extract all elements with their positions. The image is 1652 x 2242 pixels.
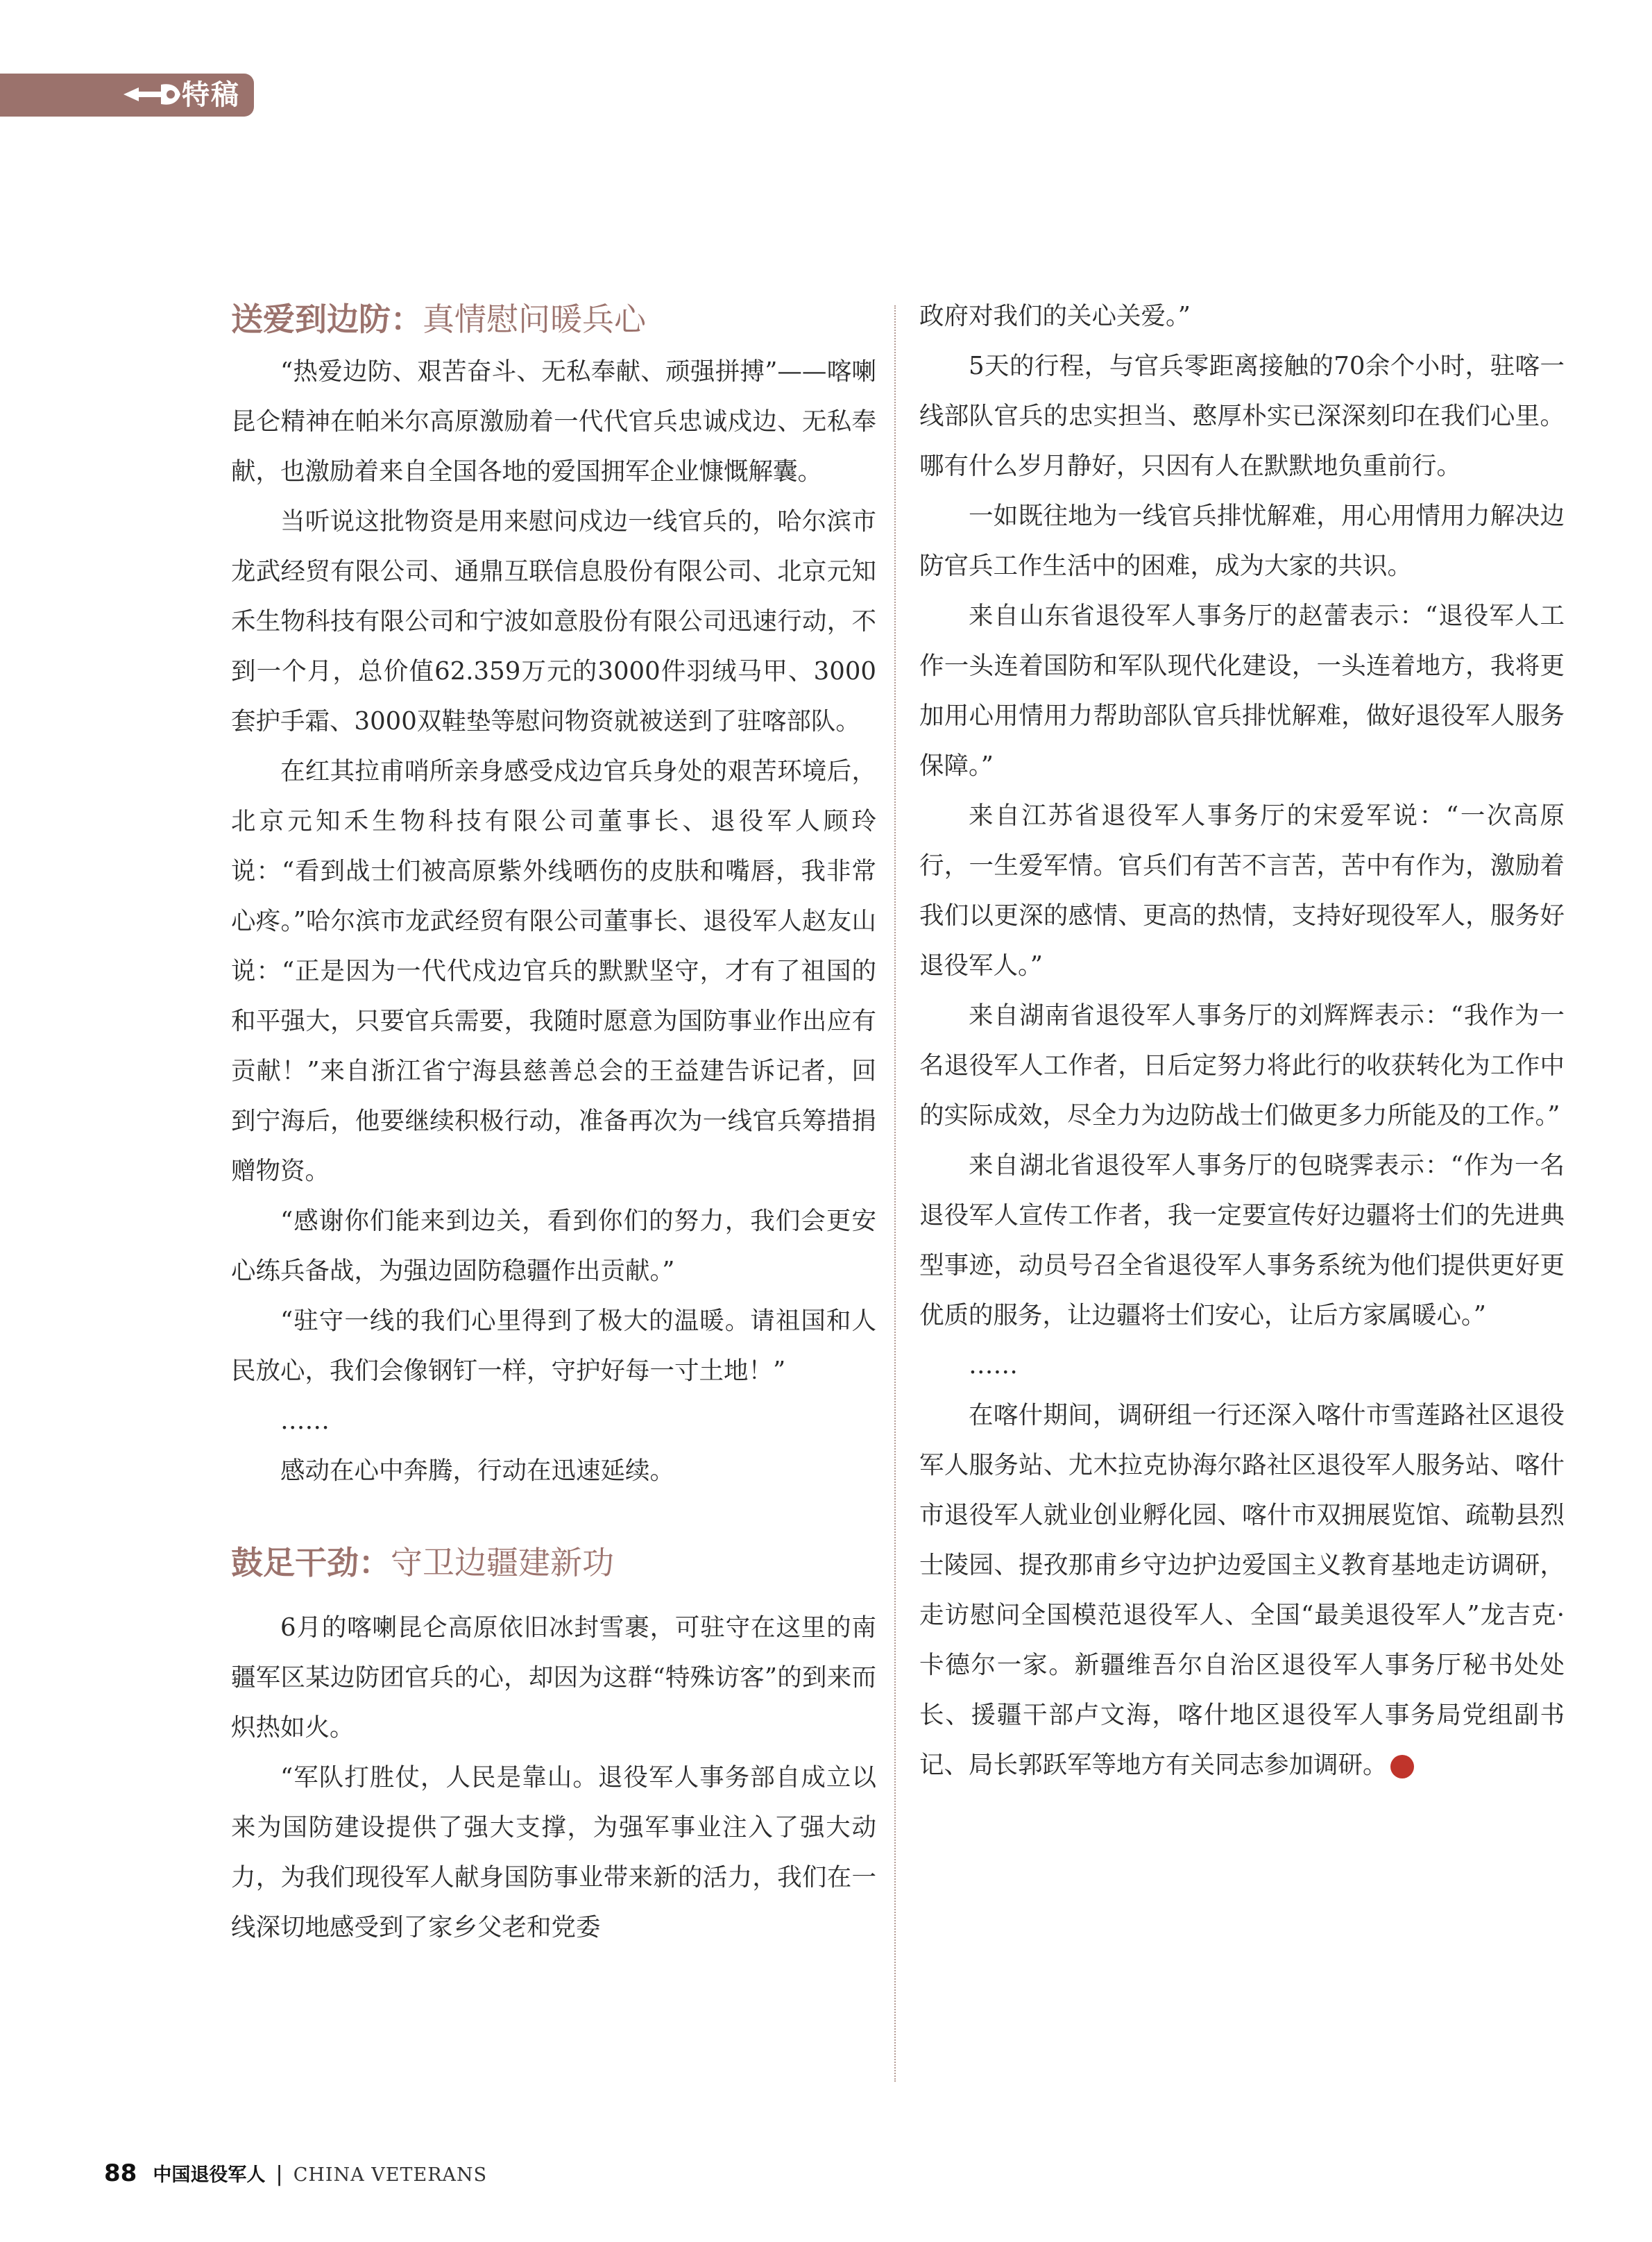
paragraph: 当听说这批物资是用来慰问戍边一线官兵的，哈尔滨市龙武经贸有限公司、通鼎互联信息股份有限公司、北京元知禾生物科技有限公司和宁波如意股份有限公司迅速行动，不到一个月，总价值62.359万元的3000件羽绒马甲、3000套护手霜、3000双鞋垫等慰问物资就被送到了驻喀部队。 — [231, 507, 876, 736]
right-column — [919, 291, 1565, 1790]
paragraph — [919, 1391, 1565, 1790]
paragraph: 来自湖南省退役军人事务厅的刘辉辉表示：“我作为一名退役军人工作者，日后定努力将此行的收获转化为工作中的实际成效，尽全力为边防战士们做更多力所能及的工作。” — [919, 1001, 1565, 1130]
paragraph: 来自湖北省退役军人事务厅的包晓霁表示：“作为一名退役军人宣传工作者，我一定要宣传好边疆将士们的先进典型事迹，动员号召全省退役军人事务系统为他们提供更好更优质的服务，让边疆将士们安心，让后方家属暖心。” — [919, 1151, 1565, 1330]
left-column — [231, 291, 876, 1953]
paragraph: 在红其拉甫哨所亲身感受戍边官兵身处的艰苦环境后，北京元知禾生物科技有限公司董事长、退役军人顾玲说：“看到战士们被高原紫外线晒伤的皮肤和嘴唇，我非常心疼。”哈尔滨市龙武经贸有限公司董事长、退役军人赵友山说：“正是因为一代代戍边官兵的默默坚守，才有了祖国的和平强大，只要官兵需要，我随时愿意为国防事业作出应有贡献！”来自浙江省宁海县慈善总会的王益建告诉记者，回到宁海后，他要继续积极行动，准备再次为一线官兵筹措捐赠物资。 — [231, 757, 876, 1185]
paragraph: “军队打胜仗，人民是靠山。退役军人事务部自成立以来为国防建设提供了强大支撑，为强军事业注入了强大动力，为我们现役军人献身国防事业带来新的活力，我们在一线深切地感受到了家乡父老和党委 — [231, 1763, 876, 1942]
paragraph: 来自江苏省退役军人事务厅的宋爱军说：“一次高原行，一生爱军情。官兵们有苦不言苦，苦中有作为，激励着我们以更深的感情、更高的热情，支持好现役军人，服务好退役军人。” — [919, 801, 1565, 980]
paragraph: 感动在心中奔腾，行动在迅速延续。 — [280, 1457, 675, 1485]
ellipsis: …… — [969, 1351, 1018, 1379]
paragraph: 6月的喀喇昆仑高原依旧冰封雪裹，可驻守在这里的南疆军区某边防团官兵的心，却因为这群“特殊访客”的到来而炽热如火。 — [231, 1613, 876, 1742]
paragraph: “驻守一线的我们心里得到了极大的温暖。请祖国和人民放心，我们会像钢钉一样，守护好每一寸土地！” — [231, 1307, 876, 1385]
ellipsis: …… — [280, 1407, 330, 1435]
paragraph-text: 在喀什期间，调研组一行还深入喀什市雪莲路社区退役军人服务站、尤木拉克协海尔路社区退役军人服务站、喀什市退役军人就业创业孵化园、喀什市双拥展览馆、疏勒县烈士陵园、提孜那甫乡守边护边爱国主义教育基地走访调研，走访慰问全国模范退役军人、全国“最美退役军人”龙吉克·卡德尔一家。新疆维吾尔自治区退役军人事务厅秘书处处长、援疆干部卢文海，喀什地区退役军人事务局党组副书记、局长郭跃军等地方有关同志参加调研。 — [919, 1401, 1565, 1779]
magazine-name-cn: 中国退役军人 — [153, 2164, 266, 2186]
column-divider — [894, 305, 896, 2082]
paragraph: 来自山东省退役军人事务厅的赵蕾表示：“退役军人工作一头连着国防和军队现代化建设，一头连着地方，我将更加用心用情用力帮助部队官兵排忧解难，做好退役军人服务保障。” — [919, 602, 1565, 780]
paragraph: 5天的行程，与官兵零距离接触的70余个小时，驻喀一线部队官兵的忠实担当、憨厚朴实已深深刻印在我们心里。哪有什么岁月静好，只因有人在默默地负重前行。 — [919, 352, 1565, 480]
footer-separator: | — [275, 2162, 283, 2186]
paragraph: “感谢你们能来到边关，看到你们的努力，我们会更安心练兵备战，为强边固防稳疆作出贡献。” — [231, 1207, 876, 1285]
section-tag — [0, 74, 254, 117]
paragraph-continuation: 政府对我们的关心关爱。” — [919, 302, 1191, 330]
section-tag-label: 特稿 — [182, 79, 240, 111]
paragraph: 一如既往地为一线官兵排忧解难，用心用情用力解决边防官兵工作生活中的困难，成为大家的共识。 — [919, 502, 1565, 580]
page-number: 88 — [104, 2159, 137, 2187]
magazine-name-en: CHINA VETERANS — [293, 2164, 488, 2186]
section-heading-2: 鼓足干劲：守卫边疆建新功 — [231, 1544, 614, 1581]
bugle-icon — [119, 79, 183, 111]
paragraph: “热爱边防、艰苦奋斗、无私奉献、顽强拼搏”——喀喇昆仑精神在帕米尔高原激励着一代代官兵忠诚戍边、无私奉献，也激励着来自全国各地的爱国拥军企业慷慨解囊。 — [231, 357, 876, 486]
section-heading-1: 送爱到边防：真情慰问暖兵心 — [231, 300, 646, 338]
page-footer — [104, 2154, 487, 2193]
end-mark-icon: V — [1390, 1755, 1414, 1778]
